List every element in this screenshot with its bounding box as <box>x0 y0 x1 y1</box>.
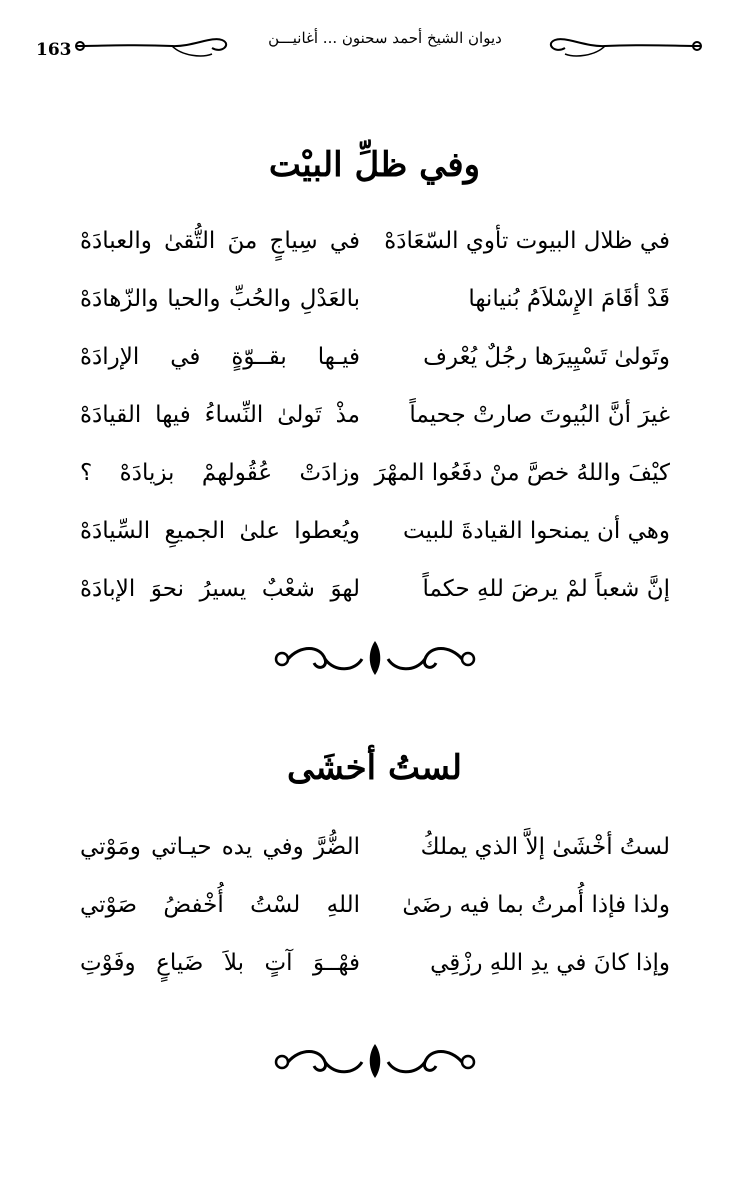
verse-row <box>80 444 670 502</box>
verse-second-hemistich: مذْ تَولىٰ النِّساءُ فيها القيادَهْ <box>80 402 360 428</box>
poem-title: وفي ظلِّ البيْت <box>268 145 481 185</box>
verse-row <box>80 328 670 386</box>
book-title: ديوان الشيخ أحمد سحنون ... أغانيـــن <box>268 29 502 47</box>
verse-first-hemistich: لستُ أخْشَىٰ إلاَّ الذي يملكُ <box>420 834 670 860</box>
verse-second-hemistich: الضُّرَّ وفي يده حيـاتي ومَوْتي <box>80 834 360 860</box>
verse-first-hemistich: وإذا كانَ في يدِ اللهِ رزْقِي <box>430 950 670 976</box>
verse-first-hemistich: وتَولىٰ تَسْيِيرَها رجُلٌ يُعْرف <box>423 344 670 370</box>
verse-first-hemistich: قَدْ أقَامَ الإِسْلاَمُ بُنيانها <box>468 286 670 312</box>
verse-row <box>80 502 670 560</box>
verse-second-hemistich: فهْــوَ آتٍ بلاَ ضَياعٍ وفَوْتِ <box>80 950 360 976</box>
header-flourish-left <box>72 26 242 66</box>
verse-first-hemistich: غيرَ أنَّ البُيوتَ صارتْ جحيماً <box>409 402 670 428</box>
verse-row <box>80 386 670 444</box>
verse-first-hemistich: وهي أن يمنحوا القيادةَ للبيت <box>402 518 670 544</box>
verse-first-hemistich: كيْفَ واللهُ خصَّ منْ دفَعُوا المهْرَ <box>374 460 670 486</box>
verse-second-hemistich: وزادَتْ عُقُولهمْ بزيادَهْ ؟ <box>80 460 360 486</box>
verse-second-hemistich: لهوَ شعْبٌ يسيرُ نحوَ الإبادَهْ <box>80 576 360 602</box>
verse-row <box>80 270 670 328</box>
verse-second-hemistich: اللهِ لسْتُ أُخْفضُ صَوْتي <box>80 892 360 918</box>
verse-row <box>80 876 670 934</box>
verse-first-hemistich: في ظلال البيوت تأوي السّعَادَهْ <box>384 228 670 254</box>
verse-second-hemistich: ويُعطوا علىٰ الجميعِ السِّيادَهْ <box>80 518 360 544</box>
poem-title: لستُ أخشَى <box>286 748 463 788</box>
section-divider-ornament <box>270 1038 480 1084</box>
verse-row <box>80 934 670 992</box>
page-number: 163 <box>36 40 72 60</box>
poem-verses <box>80 818 670 992</box>
page-header <box>0 0 749 90</box>
header-flourish-right <box>535 26 705 66</box>
poem-verses <box>80 212 670 618</box>
verse-second-hemistich: بالعَدْلِ والحُبِّ والحيا والزّهادَهْ <box>80 286 360 312</box>
verse-second-hemistich: في سِياجٍ منَ التُّقىٰ والعبادَهْ <box>80 228 360 254</box>
section-divider-ornament <box>270 635 480 681</box>
verse-row <box>80 212 670 270</box>
verse-row <box>80 818 670 876</box>
verse-first-hemistich: ولذا فإذا أُمرتُ بما فيه رضَىٰ <box>402 892 670 918</box>
verse-first-hemistich: إنَّ شعباً لمْ يرضَ للهِ حكماً <box>422 576 670 602</box>
verse-row <box>80 560 670 618</box>
verse-second-hemistich: فيـها بقــوّةٍ في الإرادَهْ <box>80 344 360 370</box>
